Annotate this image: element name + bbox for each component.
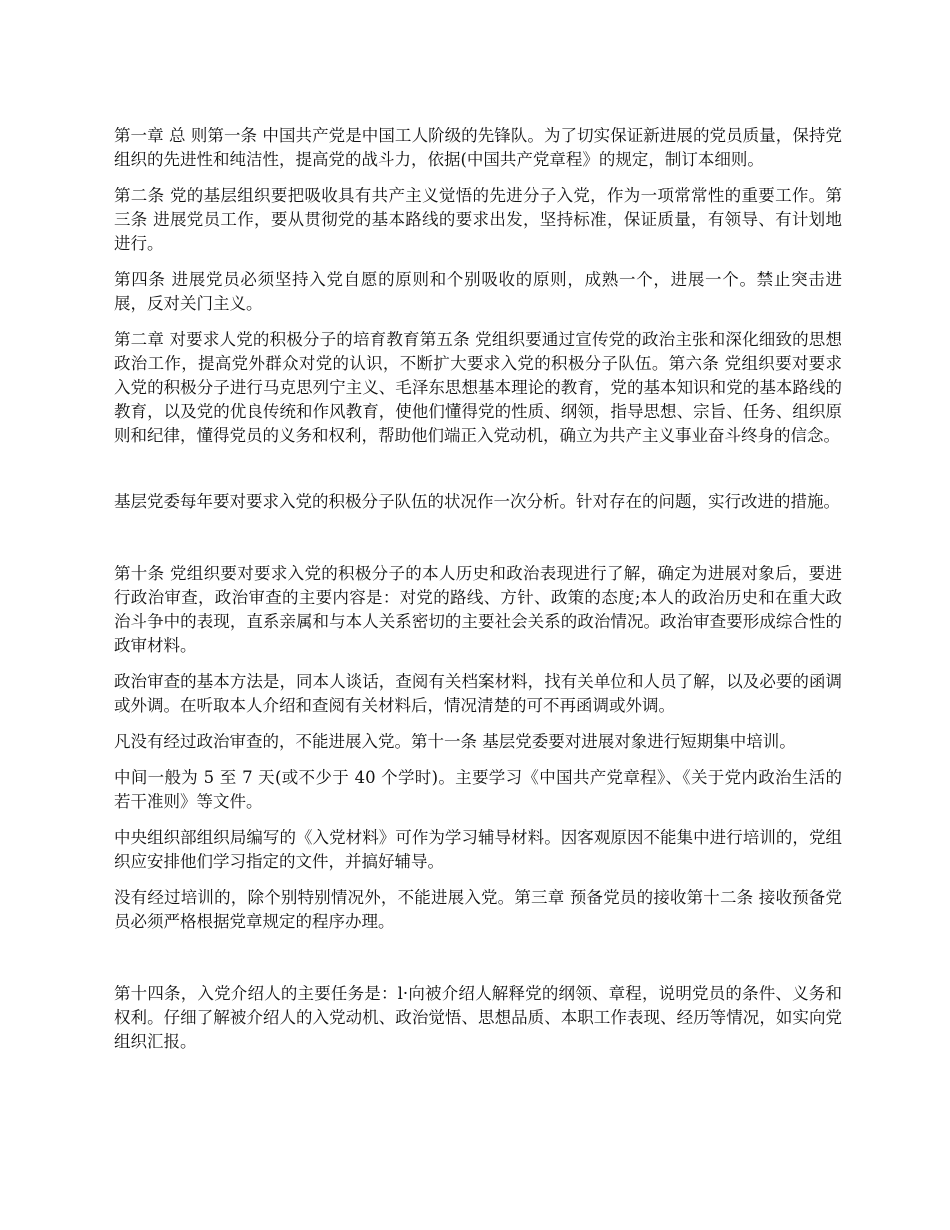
paragraph-article-2-3: 第二条 党的基层组织要把吸收具有共产主义觉悟的先进分子入党，作为一项常常性的重要工作。第三条 进展党员工作，要从贯彻党的基本路线的要求出发，坚持标准，保证质量，有领导、有计划地进行。: [114, 186, 842, 253]
paragraph-article-10: 第十条 党组织要对要求入党的积极分子的本人历史和政治表现进行了解，确定为进展对象后，要进行政治审查，政治审查的主要内容是：对党的路线、方针、政策的态度;本人的政治历史和在重大政治斗争中的表现，直系亲属和与本人关系密切的主要社会关系的政治情况。政治审查要形成综合性的政审材料。: [114, 564, 842, 655]
paragraph-chapter-2: 第二章 对要求人党的积极分子的培育教育第五条 党组织要通过宣传党的政治主张和深化细致的思想政治工作，提高党外群众对党的认识，不断扩大要求入党的积极分子队伍。第六条 党组织要对要求入党的积极分子进行马克思列宁主义、毛泽东思想基本理论的教育，党的基本知识和党的基本路线的教育，以及党的优良传统和作风教育，使他们懂得党的性质、纲领，指导思想、宗旨、任务、组织原则和纪律，懂得党员的义务和权利，帮助他们端正入党动机，确立为共产主义事业奋斗终身的信念。: [114, 330, 842, 445]
paragraph-political-review-method: 政治审查的基本方法是，同本人谈话，查阅有关档案材料，找有关单位和人员了解，以及必要的函调或外调。在听取本人介绍和查阅有关材料后，情况清楚的可不再函调或外调。: [114, 672, 842, 715]
paragraph-chapter-1: 第一章 总 则第一条 中国共产党是中国工人阶级的先锋队。为了切实保证新进展的党员质量，保持党组织的先进性和纯洁性，提高党的战斗力，依据(中国共产党章程》的规定，制订本细则。: [114, 126, 842, 169]
paragraph-article-14: 第十四条，入党介绍人的主要任务是：l·向被介绍人解释党的纲领、章程，说明党员的条件、义务和权利。仔细了解被介绍人的入党动机、政治觉悟、思想品质、本职工作表现、经历等情况，如实向党组织汇报。: [114, 984, 842, 1051]
document-body: [114, 124, 842, 1066]
paragraph-training-period: 中间一般为 5 至 7 天(或不少于 40 个学时)。主要学习《中国共产党章程》、《关于党内政治生活的若干准则》等文件。: [114, 768, 842, 811]
paragraph-training-materials: 中央组织部组织局编写的《入党材料》可作为学习辅导材料。因客观原因不能集中进行培训的，党组织应安排他们学习指定的文件，并搞好辅导。: [114, 828, 842, 871]
paragraph-chapter-3: 没有经过培训的，除个别特别情况外，不能进展入党。第三章 预备党员的接收第十二条 接收预备党员必须严格根据党章规定的程序办理。: [114, 888, 842, 931]
paragraph-annual-analysis: 基层党委每年要对要求入党的积极分子队伍的状况作一次分析。针对存在的问题，实行改进的措施。: [114, 492, 840, 511]
paragraph-article-11: 凡没有经过政治审查的，不能进展入党。第十一条 基层党委要对进展对象进行短期集中培训。: [114, 732, 796, 751]
paragraph-article-4: 第四条 进展党员必须坚持入党自愿的原则和个别吸收的原则，成熟一个，进展一个。禁止突击进展，反对关门主义。: [114, 270, 842, 313]
